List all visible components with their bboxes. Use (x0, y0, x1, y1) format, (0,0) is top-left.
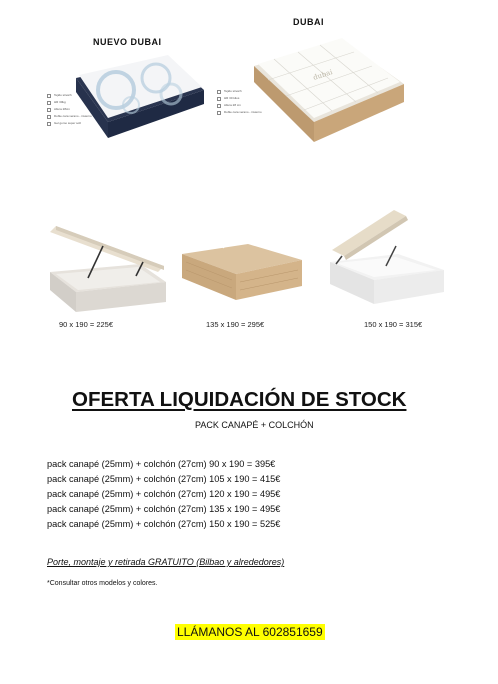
spec-icon (47, 94, 51, 98)
spec-item: HR 30kg (47, 99, 92, 106)
canape-price-150: 150 x 190 = 315€ (364, 320, 423, 329)
spec-item: Gel gomo super soft (47, 120, 92, 127)
mattress-dubai-specs (217, 88, 262, 116)
call-to-action-phone: LLÁMANOS AL 602851659 (177, 625, 323, 639)
spec-item: Doble cara verano - invierno (217, 109, 262, 116)
mattress-nuevo-dubai-specs (47, 92, 92, 127)
models-note: *Consultar otros modelos y colores. (47, 580, 158, 587)
spec-icon (217, 97, 221, 101)
spec-item: Tejido stretch (217, 88, 262, 95)
spec-item: HR 30 kilos (217, 95, 262, 102)
spec-icon (47, 122, 51, 126)
mattress-title-nuevo-dubai: NUEVO DUBAI (93, 37, 162, 47)
spec-icon (217, 111, 221, 115)
spec-icon (47, 115, 51, 119)
canape-open-light-image (48, 224, 170, 312)
delivery-note: Porte, montaje y retirada GRATUITO (Bilbao y alrededores) (47, 557, 285, 567)
canape-closed-oak-image (180, 238, 304, 302)
list-item: pack canapé (25mm) + colchón (27cm) 150 x 190 = 525€ (47, 519, 281, 529)
spec-icon (47, 101, 51, 105)
spec-icon (217, 104, 221, 108)
list-item: pack canapé (25mm) + colchón (27cm) 120 x 190 = 495€ (47, 489, 281, 499)
offer-subtitle: PACK CANAPÉ + COLCHÓN (195, 420, 314, 430)
spec-item: Tejido stretch (47, 92, 92, 99)
spec-icon (47, 108, 51, 112)
spec-item: Altura 28 cm (217, 102, 262, 109)
list-item: pack canapé (25mm) + colchón (27cm) 135 x 190 = 495€ (47, 504, 281, 514)
svg-text:dubai: dubai (312, 68, 334, 82)
canape-price-90: 90 x 190 = 225€ (59, 320, 114, 329)
list-item: pack canapé (25mm) + colchón (27cm) 90 x 190 = 395€ (47, 459, 276, 469)
mattress-title-dubai: DUBAI (293, 17, 324, 27)
canape-price-135: 135 x 190 = 295€ (206, 320, 265, 329)
pack-price-list (47, 457, 280, 532)
mattress-nuevo-dubai-image (76, 50, 206, 140)
canape-open-white-image (328, 206, 448, 306)
offer-title: OFERTA LIQUIDACIÓN DE STOCK (72, 388, 407, 411)
spec-item: Altura 28cm (47, 106, 92, 113)
spec-item: Doble cara verano - invierno (47, 113, 92, 120)
spec-icon (217, 90, 221, 94)
mattress-dubai-image (254, 36, 406, 144)
list-item: pack canapé (25mm) + colchón (27cm) 105 x 190 = 415€ (47, 474, 281, 484)
